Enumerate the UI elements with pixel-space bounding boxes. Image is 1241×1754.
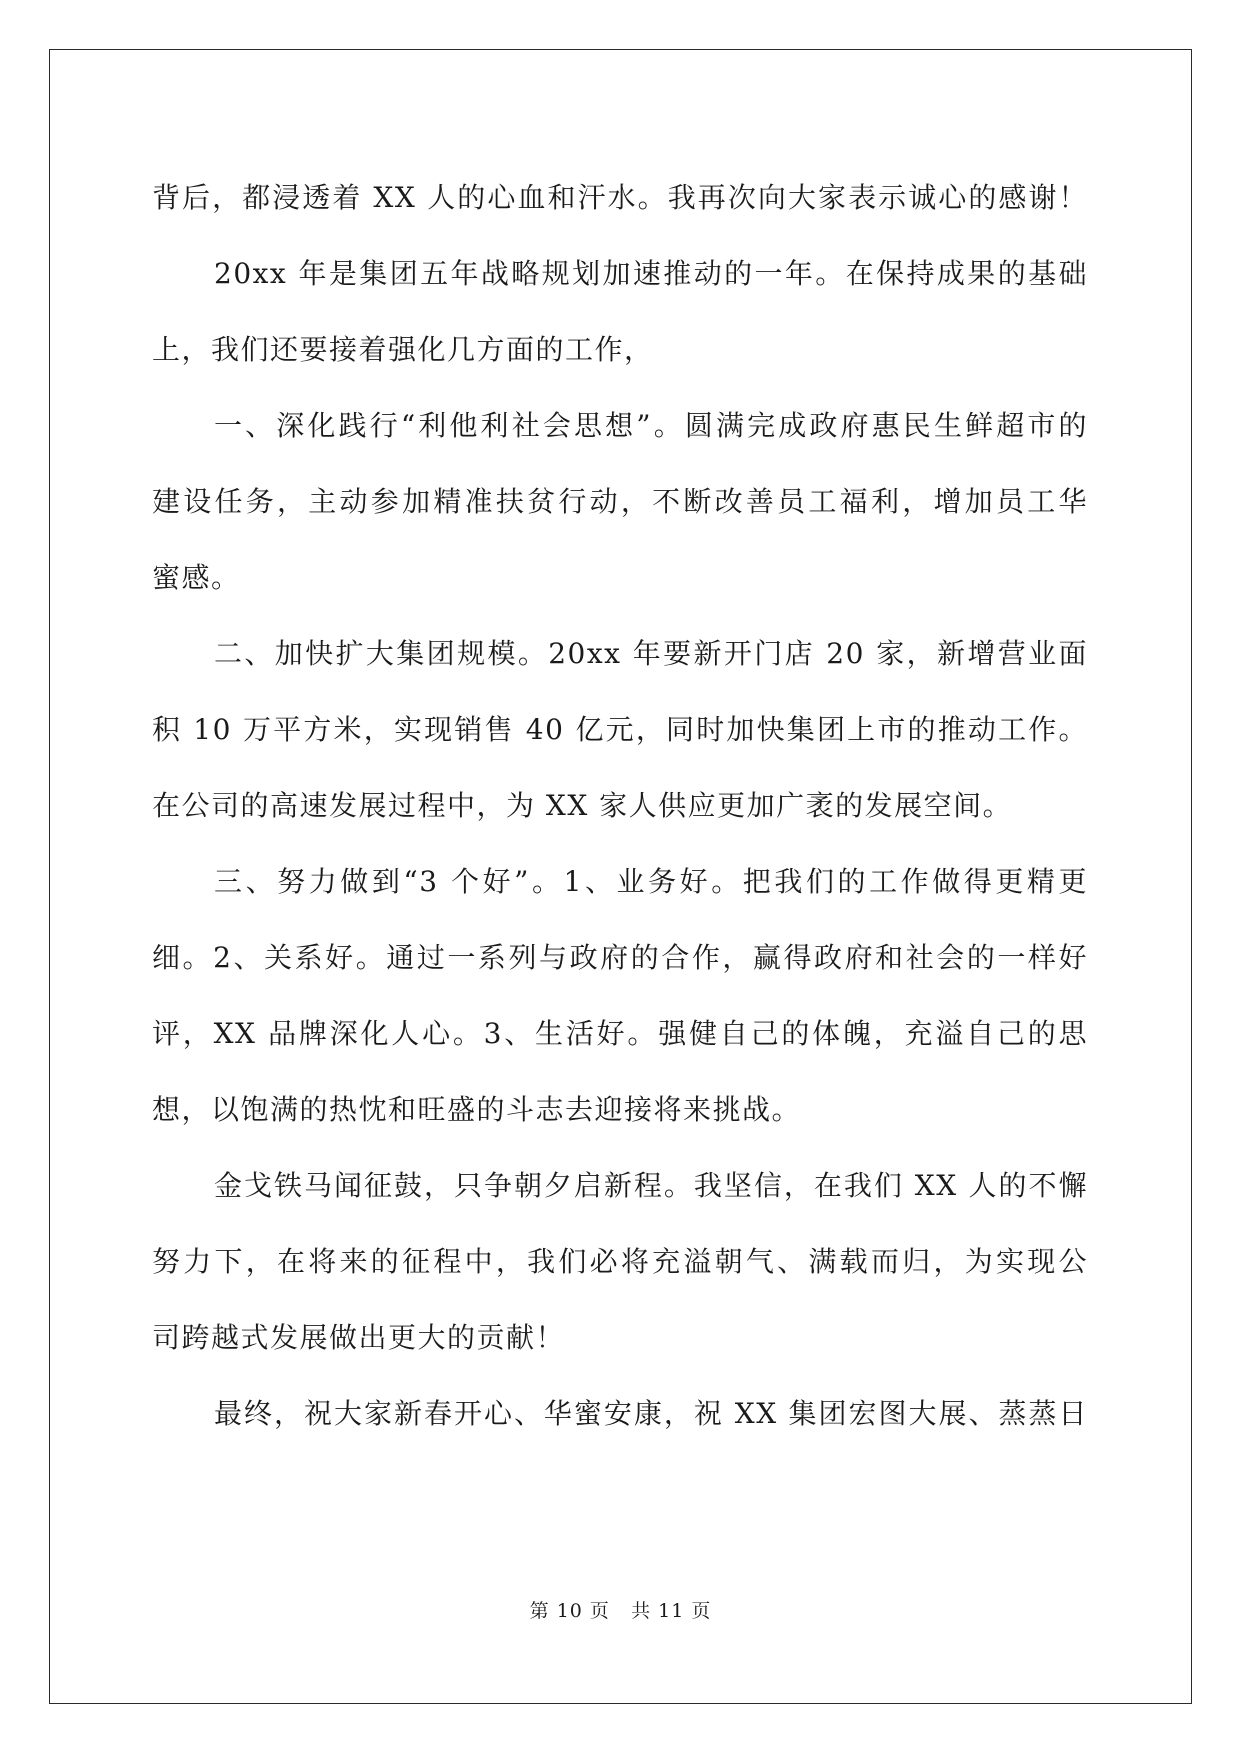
text-line: 建设任务，主动参加精准扶贫行动，不断改善员工福利，增加员工华 <box>152 485 1088 518</box>
text-line: 积 10 万平方米，实现销售 40 亿元，同时加快集团上市的推动工作。 <box>152 713 1088 746</box>
document-body <box>152 160 1088 1452</box>
text-line: 蜜感。 <box>152 561 241 594</box>
text-line: 最终，祝大家新春开心、华蜜安康，祝 XX 集团宏图大展、蒸蒸日 <box>214 1397 1088 1430</box>
text-line: 细。2、关系好。通过一系列与政府的合作，赢得政府和社会的一样好 <box>152 941 1088 974</box>
text-line: 三、努力做到“3 个好”。1、业务好。把我们的工作做得更精更 <box>214 865 1088 898</box>
text-line: 背后，都浸透着 XX 人的心血和汗水。我再次向大家表示诚心的感谢！ <box>152 181 1088 214</box>
text-line: 20xx 年是集团五年战略规划加速推动的一年。在保持成果的基础 <box>214 257 1088 290</box>
text-line: 金戈铁马闻征鼓，只争朝夕启新程。我坚信，在我们 XX 人的不懈 <box>214 1169 1088 1202</box>
text-line: 在公司的高速发展过程中，为 XX 家人供应更加广袤的发展空间。 <box>152 789 1013 822</box>
text-line: 二、加快扩大集团规模。20xx 年要新开门店 20 家，新增营业面 <box>214 637 1088 670</box>
text-line: 上，我们还要接着强化几方面的工作， <box>152 333 654 366</box>
text-line: 评，XX 品牌深化人心。3、生活好。强健自己的体魄，充溢自己的思 <box>152 1017 1088 1050</box>
page-total: 共 11 页 <box>631 1600 712 1622</box>
text-line: 司跨越式发展做出更大的贡献！ <box>152 1321 566 1354</box>
page-footer <box>0 1596 1241 1623</box>
text-line: 想，以饱满的热忱和旺盛的斗志去迎接将来挑战。 <box>152 1093 802 1126</box>
page-number: 第 10 页 <box>529 1600 610 1622</box>
text-line: 一、深化践行“利他利社会思想”。圆满完成政府惠民生鲜超市的 <box>214 409 1088 442</box>
text-line: 努力下，在将来的征程中，我们必将充溢朝气、满载而归，为实现公 <box>152 1245 1088 1278</box>
